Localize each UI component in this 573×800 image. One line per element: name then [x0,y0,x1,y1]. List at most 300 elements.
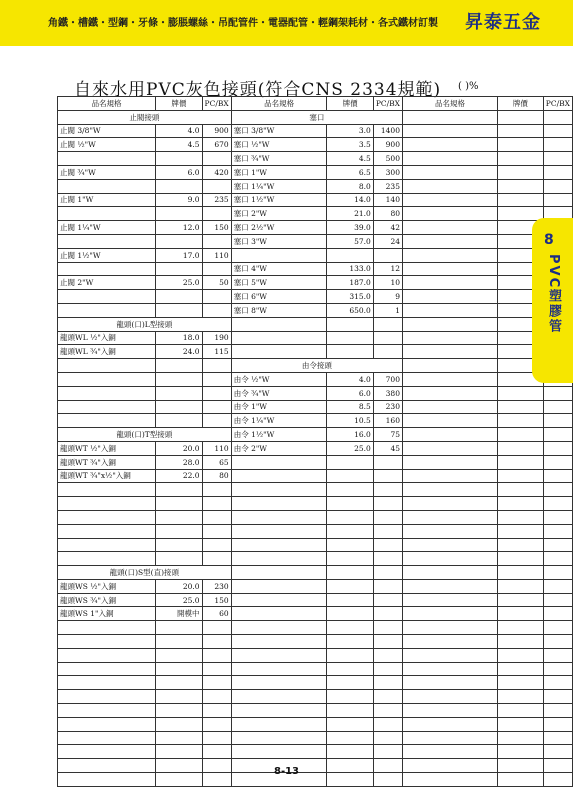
item-name [231,538,327,552]
item-pcbx: 9 [373,290,402,304]
item-pcbx [373,497,402,511]
item-price: 4.5 [156,138,202,152]
item-pcbx: 24 [373,234,402,248]
section-heading: 止閥接頭 [58,110,232,124]
item-pcbx [373,621,402,635]
item-pcbx: 500 [373,152,402,166]
item-pcbx [373,345,402,359]
item-name: 止閥 ¾"W [58,165,156,179]
item-price [156,717,202,731]
item-price: 24.0 [156,345,202,359]
item-pcbx [202,621,231,635]
item-pcbx: 110 [202,248,231,262]
item-price [497,621,543,635]
item-price [156,400,202,414]
table-row [58,717,573,731]
item-name [231,483,327,497]
column-header-pcbx: PC/BX [543,97,572,111]
item-name [402,124,497,138]
table-row [58,538,573,552]
item-name: 塞口 3/8"W [231,124,327,138]
item-price [156,303,202,317]
column-header-pcbx: PC/BX [373,97,402,111]
item-name [231,524,327,538]
item-name [231,469,327,483]
item-name [402,552,497,566]
item-pcbx [202,635,231,649]
item-pcbx [543,648,572,662]
item-pcbx: 12 [373,262,402,276]
item-name [58,538,156,552]
item-price: 16.0 [327,428,373,442]
table-row [58,635,573,649]
table-row [58,234,573,248]
item-name [231,579,327,593]
item-pcbx [202,303,231,317]
item-name [402,607,497,621]
table-row [58,179,573,193]
item-price [327,704,373,718]
item-name: 止閥 1"W [58,193,156,207]
item-pcbx: 60 [202,607,231,621]
item-pcbx: 900 [202,124,231,138]
item-name: 龍頭WS ¾"入銅 [58,593,156,607]
item-price [497,469,543,483]
section-heading: 由令接頭 [231,359,402,373]
item-price [156,635,202,649]
price-table [57,96,573,787]
table-row [58,579,573,593]
item-pcbx [373,607,402,621]
item-price: 650.0 [327,303,373,317]
item-name: 塞口 1¼"W [231,179,327,193]
item-pcbx [202,359,231,373]
table-row [58,621,573,635]
item-name: 龍頭WT ¾"x½"入銅 [58,469,156,483]
item-price [156,510,202,524]
item-name [58,510,156,524]
item-price [156,386,202,400]
item-price [156,621,202,635]
item-pcbx [543,538,572,552]
item-price: 20.0 [156,441,202,455]
item-price: 4.5 [327,152,373,166]
item-pcbx [373,469,402,483]
item-pcbx [543,662,572,676]
item-name: 塞口 3"W [231,234,327,248]
item-price [327,648,373,662]
item-price [327,248,373,262]
item-pcbx [202,386,231,400]
table-row [58,593,573,607]
item-name [231,248,327,262]
item-pcbx [543,483,572,497]
section-heading: 龍頭(口)L型接頭 [58,317,232,331]
item-name [402,717,497,731]
item-name [58,690,156,704]
item-pcbx [373,690,402,704]
item-price [497,635,543,649]
item-price [156,207,202,221]
item-pcbx: 235 [373,179,402,193]
item-pcbx [202,524,231,538]
item-pcbx: 900 [373,138,402,152]
item-name: 塞口 2"W [231,207,327,221]
item-price: 25.0 [156,276,202,290]
item-pcbx: 190 [202,331,231,345]
item-pcbx [202,372,231,386]
table-row [58,386,573,400]
column-header-name: 品名規格 [231,97,327,111]
item-pcbx: 140 [373,193,402,207]
item-pcbx [202,179,231,193]
item-pcbx [543,621,572,635]
item-name [402,635,497,649]
item-price [156,497,202,511]
item-pcbx: 1 [373,303,402,317]
item-price: 25.0 [327,441,373,455]
column-header-name: 品名規格 [58,97,156,111]
table-row [58,566,573,580]
item-name [402,207,497,221]
item-name [402,234,497,248]
item-name: 塞口 1½"W [231,193,327,207]
item-pcbx [373,635,402,649]
item-price [497,662,543,676]
item-name: 止閥 3/8"W [58,124,156,138]
product-categories: 角鐵・槽鐵・型鋼・牙條・膨脹螺絲・吊配管件・電器配管・輕鋼架耗材・各式鐵材訂製 [48,18,438,29]
item-price [327,621,373,635]
item-price: 14.0 [327,193,373,207]
item-pcbx: 65 [202,455,231,469]
item-name [58,262,156,276]
item-pcbx [373,593,402,607]
item-name [231,621,327,635]
item-price [327,690,373,704]
table-row [58,345,573,359]
column-header-price: 牌價 [497,97,543,111]
item-pcbx: 10 [373,276,402,290]
item-name [58,386,156,400]
discount-percent: ( )% [458,81,479,92]
item-price: 3.0 [327,124,373,138]
item-price [327,676,373,690]
item-price: 4.0 [156,124,202,138]
item-name: 龍頭WT ½"入銅 [58,441,156,455]
item-price [497,717,543,731]
table-row [58,331,573,345]
item-price [327,566,373,580]
item-name [402,510,497,524]
item-pcbx [543,152,572,166]
item-price: 57.0 [327,234,373,248]
item-price [497,165,543,179]
item-name [58,552,156,566]
item-name [402,152,497,166]
table-row [58,455,573,469]
item-price [497,704,543,718]
item-name [231,648,327,662]
item-pcbx: 420 [202,165,231,179]
item-pcbx [202,690,231,704]
item-pcbx [373,745,402,759]
item-name: 由令 2"W [231,441,327,455]
item-pcbx [373,331,402,345]
item-name [402,303,497,317]
item-price [497,138,543,152]
item-pcbx: 235 [202,193,231,207]
item-name [58,152,156,166]
item-name [231,331,327,345]
item-name [58,414,156,428]
chapter-tab [532,218,573,383]
item-price [497,207,543,221]
item-name [402,248,497,262]
item-name [58,704,156,718]
item-name [231,566,327,580]
item-name [402,593,497,607]
table-row [58,483,573,497]
item-price: 9.0 [156,193,202,207]
item-price: 12.0 [156,221,202,235]
item-price [327,731,373,745]
table-header-row [58,97,573,111]
item-price [327,455,373,469]
item-name [231,593,327,607]
item-price [156,662,202,676]
item-pcbx [543,455,572,469]
table-row [58,441,573,455]
item-pcbx [543,593,572,607]
page-number: 8-13 [273,766,300,777]
item-name: 龍頭WT ¾"入銅 [58,455,156,469]
item-name [402,538,497,552]
table-row [58,510,573,524]
item-name [231,745,327,759]
header-banner [0,0,573,46]
item-pcbx: 230 [202,579,231,593]
item-pcbx: 670 [202,138,231,152]
item-name [402,372,497,386]
item-price [156,704,202,718]
item-name: 止閥 ½"W [58,138,156,152]
item-price: 22.0 [156,469,202,483]
item-name [402,359,497,373]
table-row [58,248,573,262]
table-row [58,152,573,166]
item-price [327,524,373,538]
item-price [156,372,202,386]
item-name: 止閥 1½"W [58,248,156,262]
item-pcbx: 300 [373,165,402,179]
item-pcbx: 42 [373,221,402,235]
item-price: 17.0 [156,248,202,262]
item-pcbx [543,400,572,414]
item-pcbx [373,248,402,262]
item-price [497,124,543,138]
item-price [497,400,543,414]
item-name [231,731,327,745]
item-price: 4.0 [327,372,373,386]
brand-name: 昇泰五金 [465,12,541,33]
item-name [231,455,327,469]
item-name: 塞口 2½"W [231,221,327,235]
item-pcbx [543,566,572,580]
item-pcbx [373,566,402,580]
item-name [58,234,156,248]
item-price: 10.5 [327,414,373,428]
item-pcbx [202,483,231,497]
item-name [402,386,497,400]
item-price [156,152,202,166]
item-pcbx [202,745,231,759]
item-name: 塞口 ½"W [231,138,327,152]
item-name [402,441,497,455]
item-pcbx [543,745,572,759]
item-name [231,690,327,704]
item-pcbx [202,207,231,221]
item-price [156,262,202,276]
item-pcbx [543,193,572,207]
item-name [231,704,327,718]
item-price: 25.0 [156,593,202,607]
item-name [58,483,156,497]
item-name [58,400,156,414]
item-name [402,193,497,207]
column-header-pcbx: PC/BX [202,97,231,111]
item-pcbx [373,552,402,566]
item-pcbx [373,455,402,469]
column-header-price: 牌價 [327,97,373,111]
item-pcbx [543,579,572,593]
item-name: 塞口 ¾"W [231,152,327,166]
item-name [402,428,497,442]
item-pcbx: 80 [373,207,402,221]
table-row [58,428,573,442]
section-heading: 塞口 [231,110,402,124]
table-row [58,165,573,179]
item-price [156,648,202,662]
item-name [58,662,156,676]
item-name [58,731,156,745]
item-pcbx [543,469,572,483]
table-row [58,110,573,124]
item-name [402,276,497,290]
item-pcbx [202,731,231,745]
item-name: 塞口 6"W [231,290,327,304]
item-price [156,745,202,759]
item-name: 塞口 8"W [231,303,327,317]
item-price [156,524,202,538]
table-row [58,552,573,566]
item-price: 28.0 [156,455,202,469]
item-name [231,607,327,621]
item-name [402,704,497,718]
item-name [402,648,497,662]
item-name [58,621,156,635]
item-pcbx: 75 [373,428,402,442]
item-name [231,497,327,511]
item-name [58,676,156,690]
item-name [58,648,156,662]
item-price [497,607,543,621]
table-row [58,662,573,676]
item-price [156,676,202,690]
item-name [402,221,497,235]
table-row [58,221,573,235]
item-price [156,179,202,193]
item-name [402,497,497,511]
table-row [58,138,573,152]
item-pcbx: 45 [373,441,402,455]
item-name [402,455,497,469]
item-name [402,483,497,497]
item-name [231,317,327,331]
item-pcbx: 230 [373,400,402,414]
item-name [402,165,497,179]
item-price: 6.0 [327,386,373,400]
item-price [156,359,202,373]
item-pcbx [373,731,402,745]
item-pcbx [373,662,402,676]
item-pcbx: 380 [373,386,402,400]
item-price [497,690,543,704]
item-pcbx [543,704,572,718]
item-price [497,745,543,759]
section-heading: 龍頭(口)S型(直)接頭 [58,566,232,580]
item-price [327,552,373,566]
item-price [497,193,543,207]
item-pcbx [543,138,572,152]
item-pcbx [373,524,402,538]
table-row [58,497,573,511]
item-price [497,414,543,428]
item-pcbx [202,704,231,718]
item-name [231,552,327,566]
item-price: 315.0 [327,290,373,304]
item-pcbx [202,234,231,248]
item-pcbx: 50 [202,276,231,290]
table-row [58,676,573,690]
item-pcbx [202,290,231,304]
item-price [156,483,202,497]
item-price: 187.0 [327,276,373,290]
table-row [58,372,573,386]
item-name [58,717,156,731]
item-price [327,317,373,331]
item-pcbx: 1400 [373,124,402,138]
table-row [58,359,573,373]
item-price: 6.5 [327,165,373,179]
item-pcbx [543,386,572,400]
item-name: 龍頭WL ¾"入銅 [58,345,156,359]
item-pcbx [373,538,402,552]
table-row [58,607,573,621]
item-price [497,455,543,469]
item-name [402,621,497,635]
item-name: 塞口 5"W [231,276,327,290]
item-name: 由令 ¾"W [231,386,327,400]
item-pcbx: 150 [202,593,231,607]
item-name [402,676,497,690]
item-price [327,745,373,759]
item-price [327,538,373,552]
item-price [497,179,543,193]
item-price [327,497,373,511]
table-row [58,469,573,483]
item-price [497,483,543,497]
item-name [402,110,497,124]
